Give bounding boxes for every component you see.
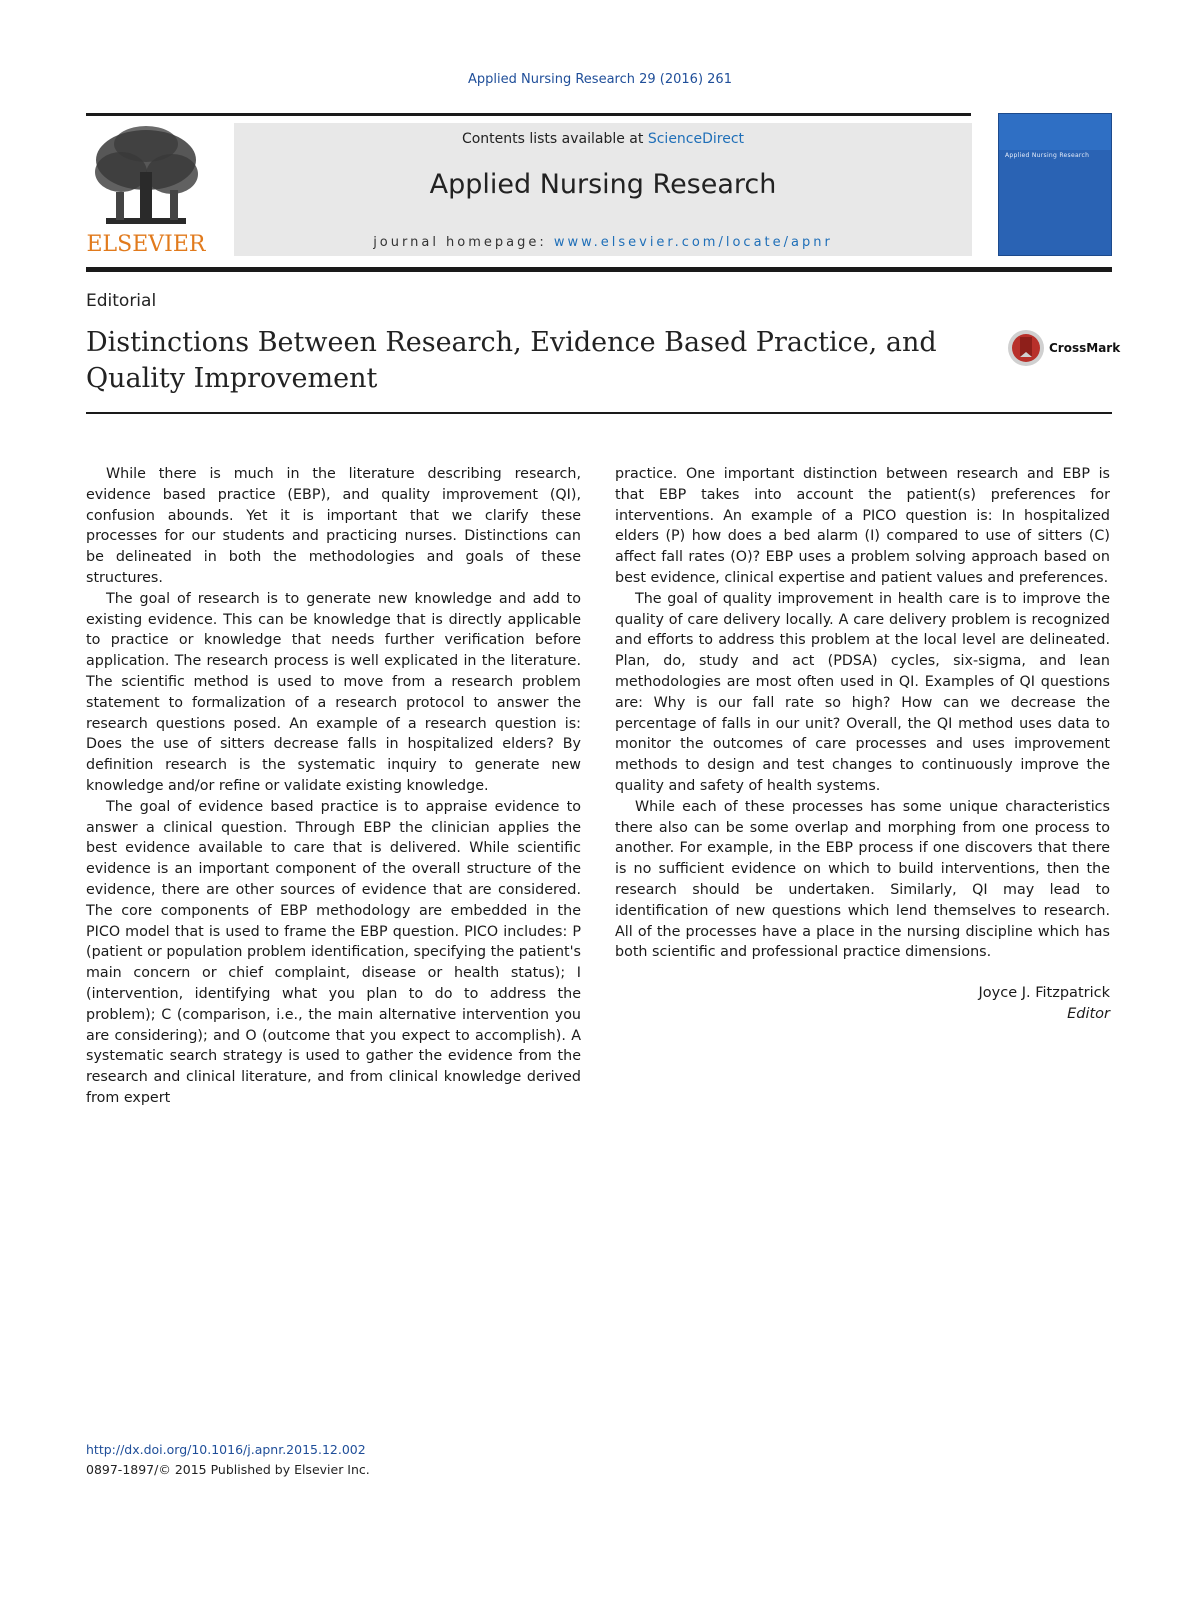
author-name: Joyce J. Fitzpatrick (978, 985, 1110, 1002)
elsevier-wordmark: ELSEVIER (86, 232, 206, 257)
cover-header-band (999, 114, 1111, 150)
contents-prefix: Contents lists available at (461, 131, 644, 147)
journal-homepage-line (234, 235, 972, 250)
copyright-notice: 0897-1897/© 2015 Published by Elsevier Inc. (86, 1462, 370, 1477)
journal-citation[interactable]: Applied Nursing Research 29 (2016) 261 (468, 72, 732, 87)
cover-title-label: Applied Nursing Research (1005, 152, 1090, 159)
journal-cover-thumbnail[interactable] (998, 113, 1112, 256)
title-rule (86, 412, 1112, 414)
body-paragraph: While there is much in the literature describing research, evidence based practice (EBP), and quality improvement (QI), confusion abounds. Yet it is important that we clarify these processes for our students and practicing nurses. Distinctions can be delineated in both the methodologies and goals of these structures. (86, 466, 581, 586)
sciencedirect-link[interactable]: ScienceDirect (647, 131, 745, 147)
journal-homepage-link[interactable]: www.elsevier.com/locate/apnr (553, 235, 833, 250)
journal-banner (234, 123, 972, 256)
body-paragraph-continued: practice. One important distinction between research and EBP is that EBP takes into account the patient(s) preferences for interventions. An example of a PICO question is: In hospitalized elders (P) how does a bed alarm (I) compared to use of sitters (C) affect fall rates (O)? EBP uses a problem solving approach based on best evidence, clinical expertise and patient values and preferences. (615, 466, 1110, 586)
homepage-prefix: journal homepage: (373, 235, 547, 250)
journal-title: Applied Nursing Research (429, 169, 777, 200)
body-paragraph: The goal of evidence based practice is to appraise evidence to answer a clinical question. Through EBP the clinician applies the best evidence available to care that is delivered. While scientific evidence is an important component of the overall structure of the evidence, there are other sources of evidence that are considered. The core components of EBP methodology are embedded in the PICO model that is used to frame the EBP question. PICO includes: P (patient or population problem identification, specifying the patient's main concern or chief complaint, disease or health status); I (intervention, identifying what you plan to do to address the problem); C (comparison, i.e., the main alternative intervention you are considering); and O (outcome that you expect to accomplish). A systematic search strategy is used to gather the evidence from the research and clinical literature, and from clinical knowledge derived from expert (86, 798, 581, 1106)
article-section-type: Editorial (86, 291, 157, 311)
crossmark-label[interactable]: CrossMark (1049, 341, 1121, 355)
body-paragraph: The goal of research is to generate new knowledge and add to existing evidence. This can be knowledge that is directly applicable to practice or knowledge that needs further verification before application. The research process is well explicated in the literature. The scientific method is used to move from a research problem statement to formalization of a research protocol to answer the research questions posed. An example of a research question is: Does the use of sitters decrease falls in hospitalized elders? By definition research is the systematic inquiry to generate new knowledge and/or refine or validate existing knowledge. (86, 590, 581, 794)
body-column-left (86, 464, 581, 1109)
contents-line (234, 131, 972, 147)
author-signature (615, 983, 1110, 1025)
author-role: Editor (1067, 1006, 1110, 1023)
body-paragraph: The goal of quality improvement in health care is to improve the quality of care delivery locally. A care delivery problem is recognized and efforts to address this problem at the local level are delineated. Plan, do, study and act (PDSA) cycles, six-sigma, and lean methodologies are most often used in QI. Examples of QI questions are: Why is our fall rate so high? How can we decrease the percentage of falls in our unit? Overall, the QI method uses data to monitor the outcomes of care processes and uses improvement methods to design and test changes to continuously improve the quality and safety of health systems. (615, 590, 1110, 794)
doi-link[interactable]: http://dx.doi.org/10.1016/j.apnr.2015.12.002 (86, 1442, 366, 1457)
article-title: Distinctions Between Research, Evidence Based Practice, and Quality Improvement (86, 327, 937, 394)
body-column-right (615, 464, 1110, 1025)
header-rule-bottom (86, 267, 1112, 272)
header-rule-top (86, 113, 971, 116)
page-footer (86, 1440, 370, 1480)
body-paragraph: While each of these processes has some unique characteristics there also can be some overlap and morphing from one process to another. For example, in the EBP process if one discovers that there is no sufficient evidence on which to build interventions, then the research should be undertaken. Similarly, QI may lead to identification of new questions which lend themselves to research. All of the processes have a place in the nursing discipline which has both scientific and professional practice dimensions. (615, 798, 1110, 961)
